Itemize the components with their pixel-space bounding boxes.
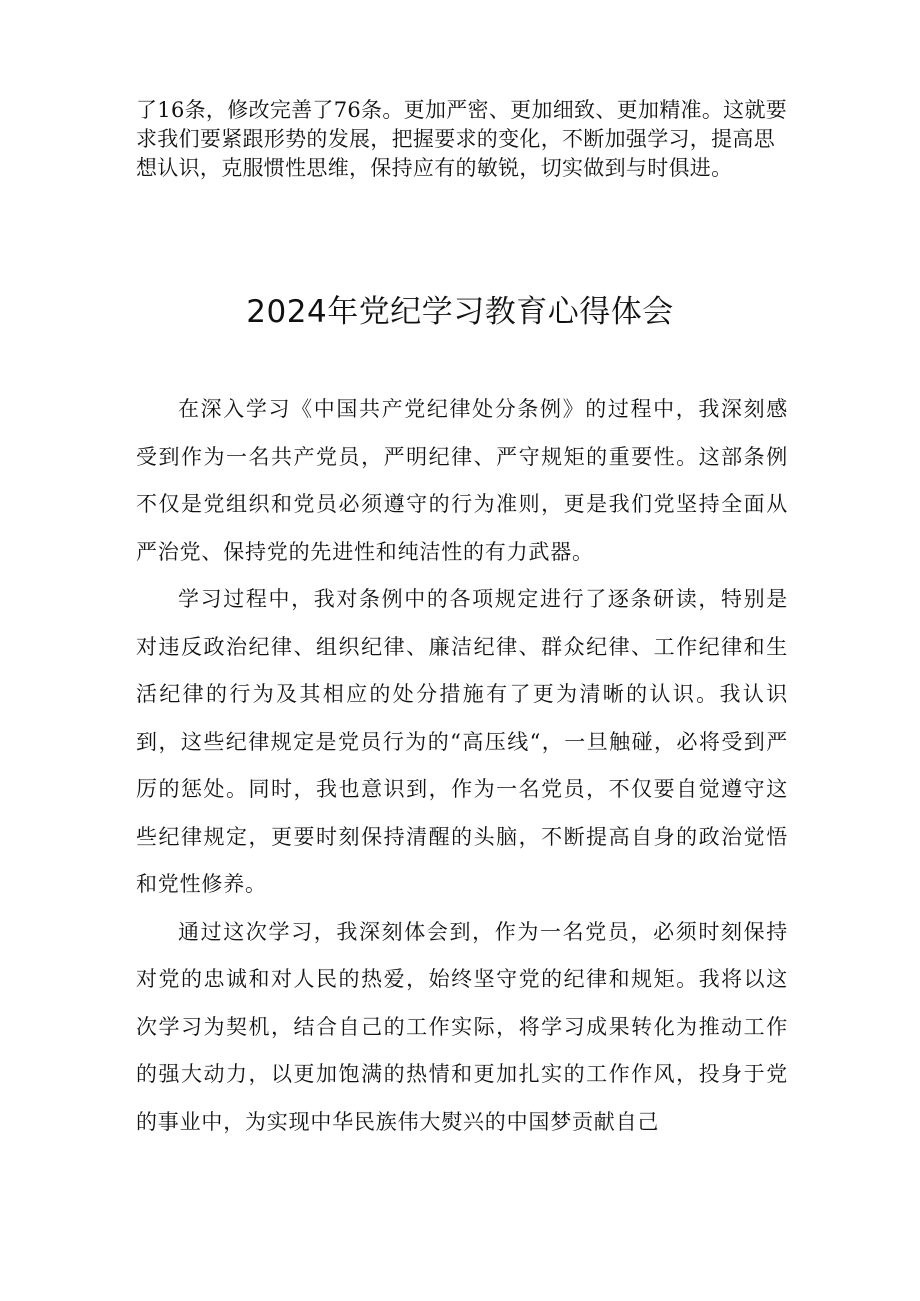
paragraph-3: 通过这次学习，我深刻体会到，作为一名党员，必须时刻保持对党的忠诚和对人民的热爱，始终坚守党的纪律和规矩。我将以这次学习为契机，结合自己的工作实际，将学习成果转化为推动工作的强大动力，以更加饱满的热情和更加扎实的工作作风，投身于党的事业中，为实现中华民族伟大熨兴的中国梦贡献自己 — [136, 919, 788, 1134]
previous-page-text: 了16条，修改完善了76条。更加严密、更加细致、更加精准。这就要求我们要紧跟形势的发展，把握要求的变化，不断加强学习，提高思想认识，克服惯性思维，保持应有的敏锐，切实做到与时俱进。 — [136, 98, 788, 180]
document-body — [136, 386, 788, 1146]
paragraph-1: 在深入学习《中国共产党纪律处分条例》的过程中，我深刻感受到作为一名共产党员，严明纪律、严守规矩的重要性。这部条例不仅是党组织和党员必须遵守的行为准则，更是我们党坚持全面从严治党、保持党的先进性和纯洁性的有力武器。 — [136, 397, 788, 564]
document-title: 2024年党纪学习教育心得体会 — [246, 294, 674, 330]
paragraph-2: 学习过程中，我对条例中的各项规定进行了逐条研读，特别是对违反政治纪律、组织纪律、廉洁纪律、群众纪律、工作纪律和生活纪律的行为及其相应的处分措施有了更为清晰的认识。我认识到，这些纪律规定是党员行为的“高压线“，一旦触碰，必将受到严厉的惩处。同时，我也意识到，作为一名党员，不仅要自觉遵守这些纪律规定，更要时刻保持清醒的头脑，不断提高自身的政治觉悟和党性修养。 — [136, 587, 788, 896]
